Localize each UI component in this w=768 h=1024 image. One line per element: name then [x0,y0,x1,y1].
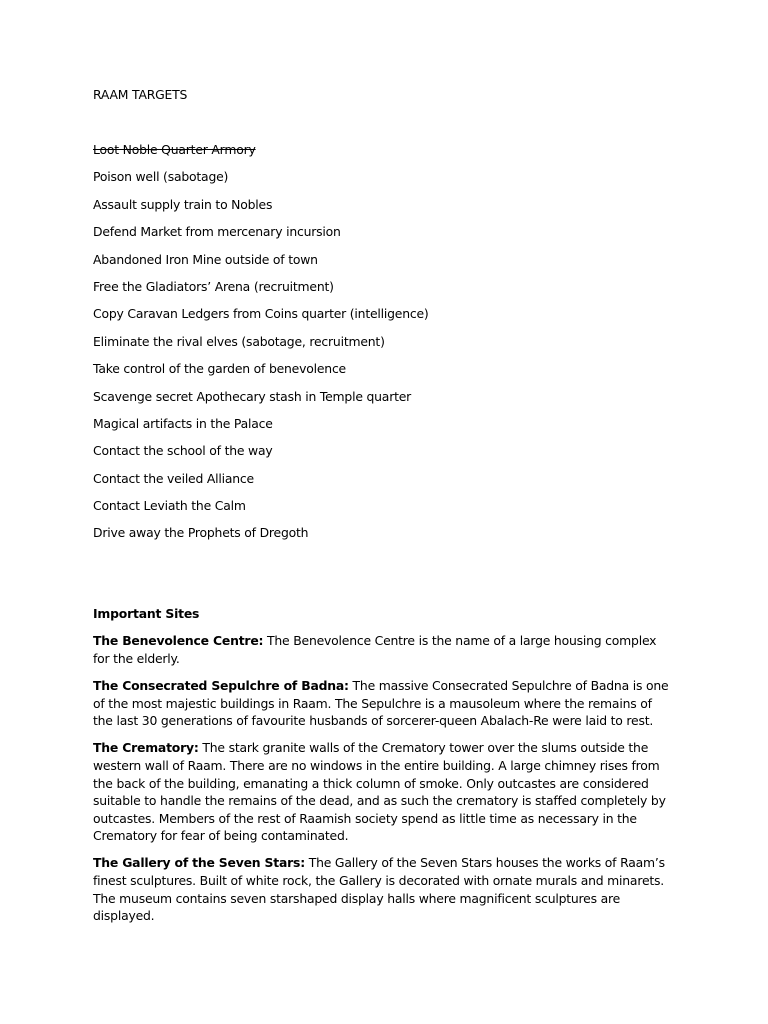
target-item: Contact Leviath the Calm [93,498,246,514]
target-item: Eliminate the rival elves (sabotage, recruitment) [93,333,385,349]
site-paragraph [93,854,673,924]
target-item: Magical artifacts in the Palace [93,415,273,431]
sites-section [93,632,673,924]
target-item: Free the Gladiators’ Arena (recruitment) [93,278,334,294]
target-item: Poison well (sabotage) [93,169,229,185]
target-item: Drive away the Prophets of Dregoth [93,525,309,541]
site-description: The Benevolence Centre is the name of a large housing complex for the elderly. [93,633,657,666]
target-item: Defend Market from mercenary incursion [93,224,341,240]
target-item: Scavenge secret Apothecary stash in Temple quarter [93,388,412,404]
site-name: The Consecrated Sepulchre of Badna: [93,678,349,694]
target-item: Take control of the garden of benevolence [93,361,346,377]
site-paragraph [93,632,673,667]
target-item: Loot Noble Quarter Armory [93,142,256,157]
document-title: RAAM TARGETS [93,87,188,102]
site-paragraph [93,739,673,845]
target-item: Contact the veiled Alliance [93,470,254,486]
site-name: The Crematory: [93,740,199,756]
target-list [93,141,673,552]
site-description: The stark granite walls of the Crematory tower over the slums outside the western wall of Raam. There are no windows in the entire building. A large chimney rises from the back of the building, emanating a thick column of smoke. Only outcastes are considered suitable to handle the remains of the dead, and as such the crematory is staffed completely by outcastes. Members of the rest of Raamish society spend as little time as necessary in the Crematory for fear of being contaminated. [93,740,666,844]
target-item: Abandoned Iron Mine outside of town [93,251,318,267]
target-item: Assault supply train to Nobles [93,196,273,212]
document-content [93,86,673,934]
site-name: The Benevolence Centre: [93,633,264,649]
sites-heading: Important Sites [93,605,200,621]
site-description: The massive Consecrated Sepulchre of Badna is one of the most majestic buildings in Raam. The Sepulchre is a mausoleum where the remains of the last 30 generations of favourite husbands of sorcerer-queen Abalach-Re were laid to rest. [93,678,669,729]
site-name: The Gallery of the Seven Stars: [93,855,305,871]
site-paragraph [93,677,673,730]
target-item: Copy Caravan Ledgers from Coins quarter (intelligence) [93,306,429,322]
target-item: Contact the school of the way [93,443,273,459]
site-description: The Gallery of the Seven Stars houses the works of Raam’s finest sculptures. Built of white rock, the Gallery is decorated with ornate murals and minarets. The museum contains seven starshaped display halls where magnificent sculptures are displayed. [93,855,665,924]
